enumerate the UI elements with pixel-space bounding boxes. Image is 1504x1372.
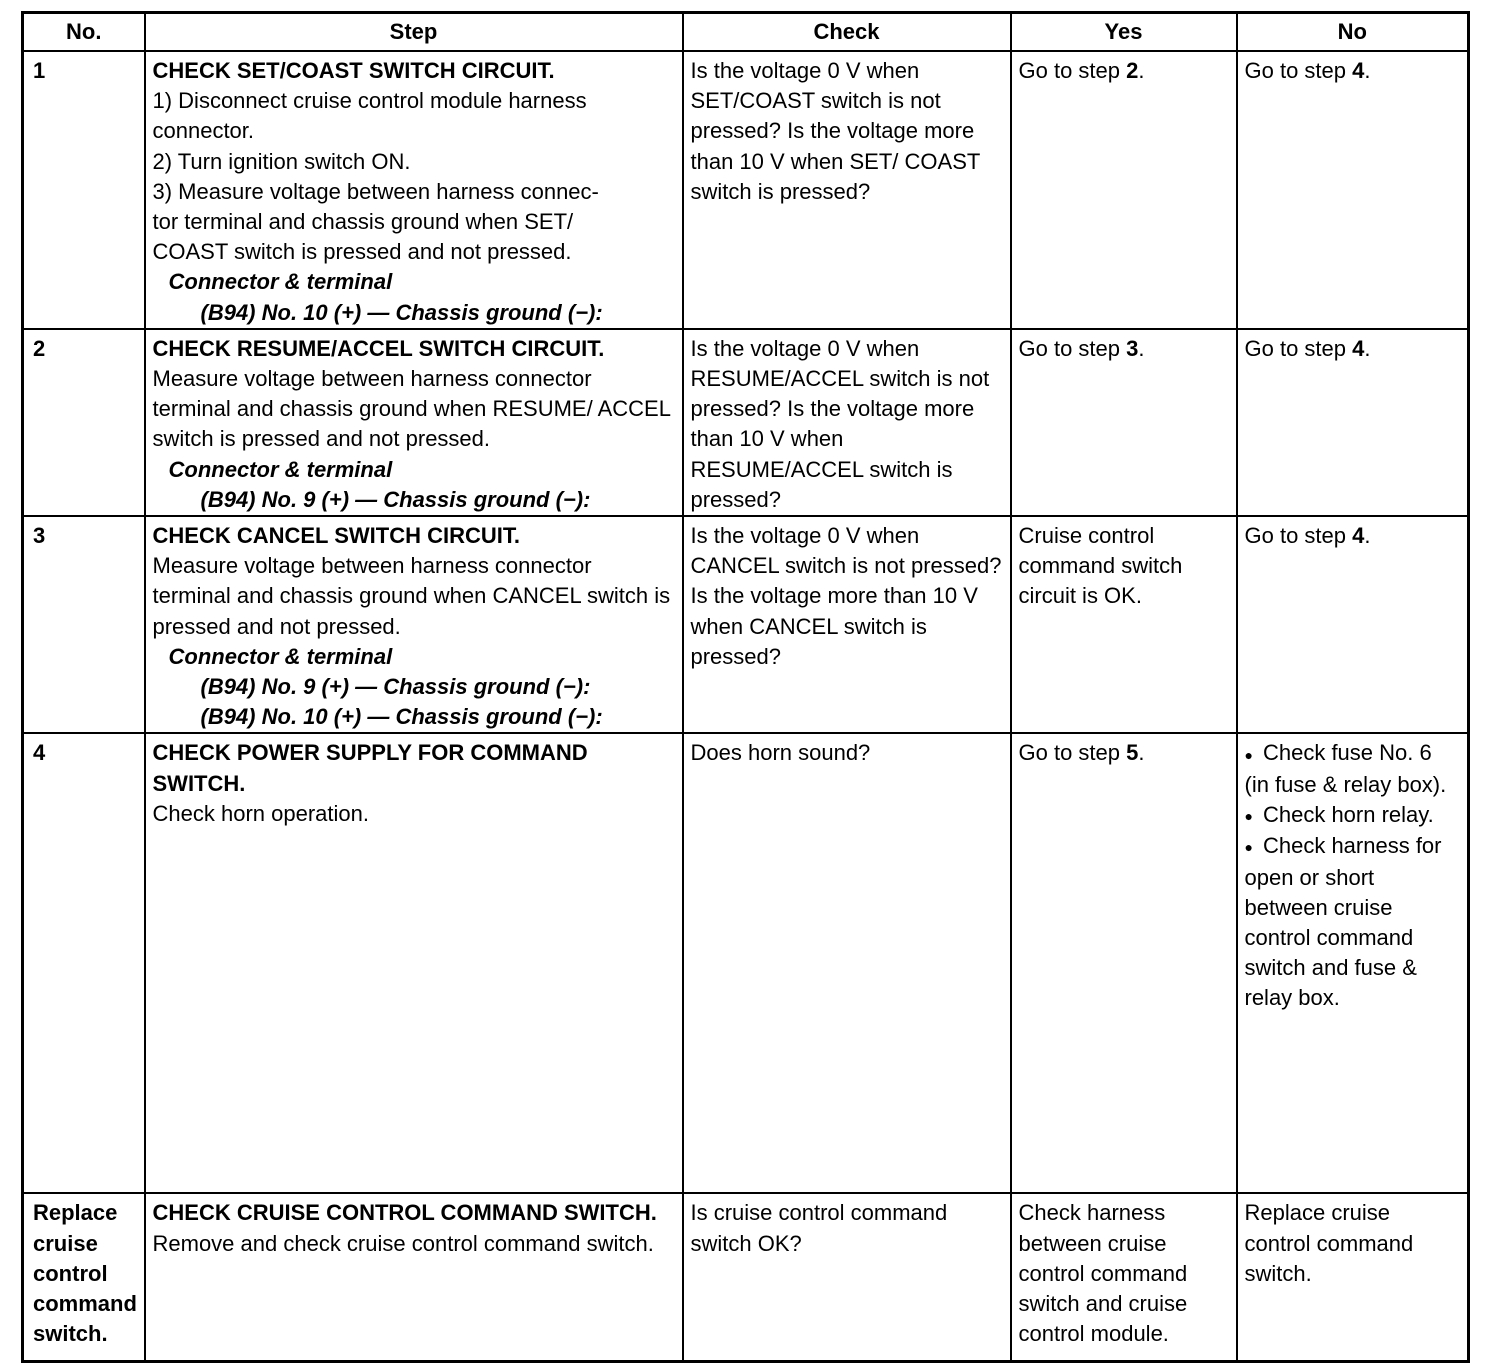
row-number: 1: [23, 51, 145, 329]
no-step-number: 4: [1352, 58, 1365, 83]
header-check: Check: [683, 13, 1011, 52]
step-cell: [145, 733, 683, 1193]
step-cell: [145, 1193, 683, 1361]
table-row: [23, 516, 1469, 733]
diagnostic-table: [21, 11, 1470, 1363]
no-cell: Replace cruise control command switch.: [1237, 1193, 1469, 1361]
no-cell: [1237, 51, 1469, 329]
header-no: No.: [23, 13, 145, 52]
step-cell: [145, 329, 683, 516]
no-prefix: Go to step: [1244, 58, 1353, 83]
no-cell: [1237, 733, 1469, 1193]
yes-prefix: Go to step: [1018, 335, 1127, 361]
step-cell: [145, 51, 683, 329]
row-number: 4: [23, 733, 145, 1193]
table-row: [23, 733, 1469, 1193]
no-suffix: .: [1364, 523, 1371, 549]
step-line: tor terminal and chassis ground when SET/: [152, 209, 574, 235]
step-title: CHECK RESUME/ACCEL SWITCH CIRCUIT.: [152, 335, 605, 361]
no-prefix: Go to step: [1244, 335, 1353, 361]
header-no-result: No: [1237, 13, 1469, 52]
row-number: Replace cruise control command switch.: [23, 1193, 145, 1361]
yes-cell: Check harness between cruise control command switch and cruise control module.: [1011, 1193, 1237, 1361]
yes-prefix: Go to step: [1018, 58, 1127, 83]
no-step-number: 4: [1352, 523, 1365, 549]
yes-cell: [1011, 51, 1237, 329]
bullet-text: Check fuse No. 6 (in fuse & relay box).: [1244, 740, 1447, 797]
connector-terminal: (B94) No. 9 (+) — Chassis ground (−):: [200, 486, 591, 512]
row-number: 2: [23, 329, 145, 516]
step-text: Measure voltage between harness connector terminal and chassis ground when RESUME/ ACCEL switch is pressed and not pressed.: [152, 366, 671, 452]
connector-terminal: (B94) No. 9 (+) — Chassis ground (−):: [200, 674, 591, 700]
no-step-number: 4: [1352, 335, 1365, 361]
no-prefix: Go to step: [1244, 523, 1353, 549]
list-item: [1245, 738, 1461, 799]
connector-terminal: (B94) No. 10 (+) — Chassis ground (−):: [200, 299, 603, 325]
yes-suffix: .: [1138, 335, 1145, 361]
bullet-text: Check harness for open or short between cruise control command switch and fuse & relay box.: [1244, 833, 1442, 1011]
table-row: [23, 329, 1469, 516]
bullet-icon: ●: [1244, 746, 1253, 763]
step-cell: [145, 516, 683, 733]
yes-suffix: .: [1138, 58, 1145, 83]
yes-prefix: Go to step: [1018, 740, 1127, 766]
check-cell: Is the voltage 0 V when RESUME/ACCEL switch is not pressed? Is the voltage more than 10 V when RESUME/ACCEL switch is pressed?: [683, 329, 1011, 516]
bullet-icon: ●: [1244, 808, 1253, 825]
yes-cell: [1011, 329, 1237, 516]
yes-step-number: 5: [1126, 740, 1139, 766]
check-cell: Is the voltage 0 V when SET/COAST switch is not pressed? Is the voltage more than 10 V when SET/ COAST switch is pressed?: [683, 51, 1011, 329]
step-line: 1) Disconnect cruise control module harness: [152, 88, 587, 114]
row-number: 3: [23, 516, 145, 733]
list-item: [1245, 831, 1461, 1013]
connector-heading: Connector & terminal: [168, 456, 393, 482]
step-title: CHECK SET/COAST SWITCH CIRCUIT.: [152, 58, 555, 83]
check-cell: Does horn sound?: [683, 733, 1011, 1193]
list-item: [1245, 800, 1461, 831]
connector-heading: Connector & terminal: [168, 643, 393, 669]
bullet-text: Check horn relay.: [1262, 801, 1434, 827]
no-suffix: .: [1364, 335, 1371, 361]
step-title: CHECK CRUISE CONTROL COMMAND SWITCH.: [152, 1200, 657, 1226]
step-text: Remove and check cruise control command switch.: [152, 1230, 654, 1256]
step-line: connector.: [152, 118, 255, 144]
no-cell: [1237, 516, 1469, 733]
step-line: 3) Measure voltage between harness connec-: [152, 178, 599, 204]
yes-cell: [1011, 733, 1237, 1193]
table-row: [23, 1193, 1469, 1361]
step-title: CHECK CANCEL SWITCH CIRCUIT.: [152, 523, 520, 549]
header-yes: Yes: [1011, 13, 1237, 52]
yes-cell: Cruise control command switch circuit is OK.: [1011, 516, 1237, 733]
bullet-icon: ●: [1244, 839, 1253, 856]
table-row: [23, 51, 1469, 329]
no-cell: [1237, 329, 1469, 516]
header-row: [23, 13, 1469, 52]
yes-step-number: 3: [1126, 335, 1139, 361]
yes-step-number: 2: [1126, 58, 1139, 83]
check-cell: Is cruise control command switch OK?: [683, 1193, 1011, 1361]
no-suffix: .: [1364, 58, 1371, 83]
step-text: Check horn operation.: [152, 800, 369, 826]
connector-terminal: (B94) No. 10 (+) — Chassis ground (−):: [200, 704, 603, 730]
check-cell: Is the voltage 0 V when CANCEL switch is not pressed? Is the voltage more than 10 V when CANCEL switch is pressed?: [683, 516, 1011, 733]
connector-heading: Connector & terminal: [168, 269, 393, 295]
yes-suffix: .: [1138, 740, 1145, 766]
step-line: 2) Turn ignition switch ON.: [152, 148, 411, 174]
step-text: Measure voltage between harness connector terminal and chassis ground when CANCEL switch is pressed and not pressed.: [152, 553, 671, 639]
step-title: CHECK POWER SUPPLY FOR COMMAND SWITCH.: [152, 740, 588, 796]
step-line: COAST switch is pressed and not pressed.: [152, 239, 572, 265]
header-step: Step: [145, 13, 683, 52]
